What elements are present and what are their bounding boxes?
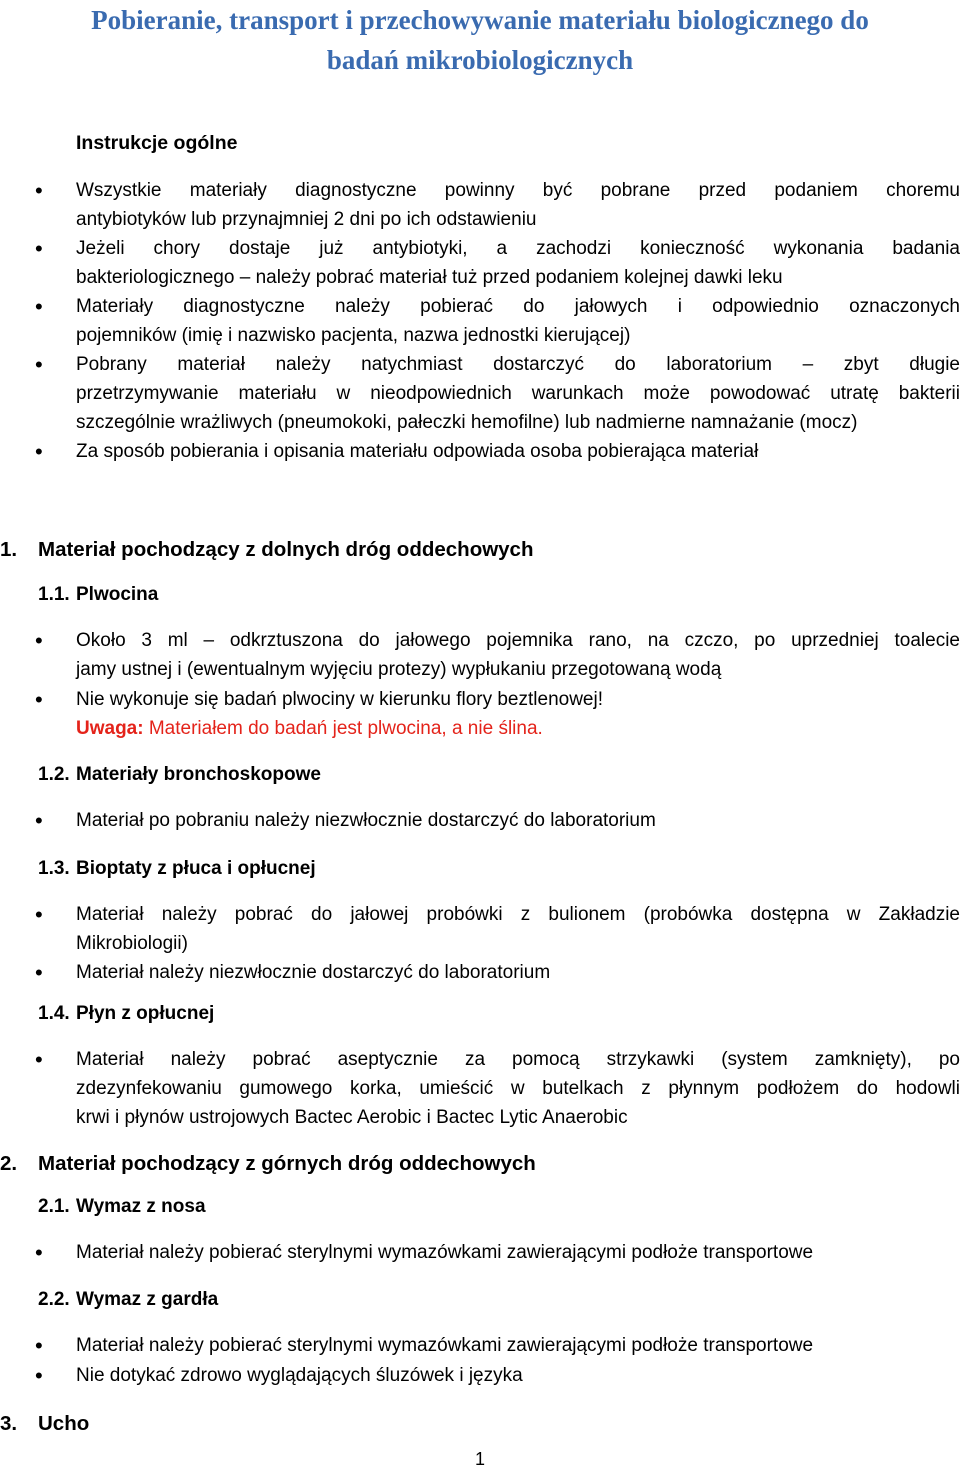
section-1-number: 1. <box>0 538 18 561</box>
section-1-3-item-2 <box>76 958 960 987</box>
section-1-2-heading <box>38 764 321 786</box>
section-1-1-item-1-line-2: jamy ustnej i (ewentualnym wyjęciu protezy) wypłukaniu przegotowaną wodą <box>76 659 722 680</box>
general-item-2 <box>76 234 960 292</box>
section-1-2-number: 1.2. <box>38 764 70 785</box>
section-1-4-item-1-line-3: krwi i płynów ustrojowych Bactec Aerobic i Bactec Lytic Anaerobic <box>76 1107 628 1128</box>
general-item-5-line-1: • Za sposób pobierania i opisania materiału odpowiada osoba pobierająca materiał <box>76 441 759 462</box>
general-item-3-line-2: pojemników (imię i nazwisko pacjenta, nazwa jednostki kierującej) <box>76 325 631 346</box>
section-1-1-number: 1.1. <box>38 584 70 605</box>
general-item-1-line-1: • Wszystkie materiały diagnostyczne powinny być pobrane przed podaniem choremu <box>76 180 960 201</box>
general-item-4-line-1: • Pobrany materiał należy natychmiast dostarczyć do laboratorium – zbyt długie <box>76 354 960 375</box>
document-title-line-1: Pobieranie, transport i przechowywanie materiału biologicznego do <box>91 5 869 35</box>
section-1-2-label: Materiały bronchoskopowe <box>76 764 321 785</box>
section-1-4-label: Płyn z opłucnej <box>76 1003 215 1024</box>
general-item-2-line-1: • Jeżeli chory dostaje już antybiotyki, a zachodzi konieczność wykonania badania <box>76 238 960 259</box>
section-1-4-heading <box>38 1003 214 1025</box>
section-1-4-item-1-line-1: • Materiał należy pobrać aseptycznie za pomocą strzykawki (system zamknięty), po <box>76 1049 960 1070</box>
section-2-2-number: 2.2. <box>38 1289 70 1310</box>
section-1-3-item-1-line-1: • Materiał należy pobrać do jałowej probówki z bulionem (probówka dostępna w Zakładzie <box>76 904 960 925</box>
section-2-2-item-2 <box>76 1361 960 1390</box>
document-title <box>0 0 960 80</box>
section-3-number: 3. <box>0 1412 18 1435</box>
section-2-2-label: Wymaz z gardła <box>76 1289 219 1310</box>
general-item-4-line-3: szczególnie wrażliwych (pneumokoki, pałeczki hemofilne) lub nadmierne namnażanie (mocz) <box>76 412 858 433</box>
general-instructions-heading: Instrukcje ogólne <box>76 132 238 154</box>
section-1-3-label: Bioptaty z płuca i opłucnej <box>76 858 316 879</box>
section-3-label: Ucho <box>38 1412 90 1435</box>
section-1-4-item-1-line-2: zdezynfekowaniu gumowego korka, umieścić w butelkach z płynnym podłożem do hodowli <box>76 1078 960 1099</box>
section-1-3-item-1-line-2: Mikrobiologii) <box>76 933 188 954</box>
general-item-3-line-1: • Materiały diagnostyczne należy pobierać do jałowych i odpowiednio oznaczonych <box>76 296 960 317</box>
section-2-1-item-1 <box>76 1238 960 1267</box>
page-number: 1 <box>474 1449 485 1469</box>
section-1-2-item-1 <box>76 806 960 835</box>
warning-text: Materiałem do badań jest plwocina, a nie ślina. <box>143 718 543 739</box>
warning-label: Uwaga: <box>76 718 144 739</box>
general-item-4-line-2: przetrzymywanie materiału w nieodpowiednich warunkach może powodować utratę bakterii <box>76 383 960 404</box>
section-1-1-item-1 <box>76 626 960 684</box>
section-1-label: Materiał pochodzący z dolnych dróg oddechowych <box>38 538 534 561</box>
section-1-3-heading <box>38 858 316 880</box>
section-2-2-item-1-line-1: • Materiał należy pobierać sterylnymi wymazówkami zawierającymi podłoże transportowe <box>76 1335 814 1356</box>
section-3-heading <box>0 1412 89 1436</box>
section-1-1-item-2-line-1: • Nie wykonuje się badań plwociny w kierunku flory beztlenowej! <box>76 689 603 710</box>
section-2-2-heading <box>38 1289 218 1311</box>
warning-note <box>76 714 960 743</box>
section-1-4-number: 1.4. <box>38 1003 70 1024</box>
general-item-5 <box>76 437 960 466</box>
section-1-3-item-1 <box>76 900 960 958</box>
section-2-1-item-1-line-1: • Materiał należy pobierać sterylnymi wymazówkami zawierającymi podłoże transportowe <box>76 1242 814 1263</box>
section-1-3-number: 1.3. <box>38 858 70 879</box>
section-2-1-number: 2.1. <box>38 1196 70 1217</box>
section-2-number: 2. <box>0 1152 18 1175</box>
section-1-1-item-2 <box>76 685 960 743</box>
general-item-1-line-2: antybiotyków lub przynajmniej 2 dni po ich odstawieniu <box>76 209 537 230</box>
section-2-1-heading <box>38 1196 206 1218</box>
section-2-2-item-1 <box>76 1331 960 1360</box>
general-item-4 <box>76 350 960 437</box>
section-1-1-item-1-line-1: • Około 3 ml – odkrztuszona do jałowego pojemnika rano, na czczo, po uprzedniej toalecie <box>76 630 960 651</box>
section-1-2-item-1-line-1: • Materiał po pobraniu należy niezwłocznie dostarczyć do laboratorium <box>76 810 656 831</box>
section-2-label: Materiał pochodzący z górnych dróg oddechowych <box>38 1152 536 1175</box>
section-1-1-label: Plwocina <box>76 584 159 605</box>
section-1-3-item-2-line-1: • Materiał należy niezwłocznie dostarczyć do laboratorium <box>76 962 551 983</box>
section-2-heading <box>0 1152 536 1176</box>
section-1-4-item-1 <box>76 1045 960 1132</box>
section-2-2-item-2-line-1: • Nie dotykać zdrowo wyglądających śluzówek i języka <box>76 1365 523 1386</box>
general-item-2-line-2: bakteriologicznego – należy pobrać materiał tuż przed podaniem kolejnej dawki leku <box>76 267 783 288</box>
section-2-1-label: Wymaz z nosa <box>76 1196 206 1217</box>
general-item-1 <box>76 176 960 234</box>
general-item-3 <box>76 292 960 350</box>
section-1-1-heading <box>38 584 158 606</box>
document-title-line-2: badań mikrobiologicznych <box>326 45 634 75</box>
section-1-heading <box>0 538 533 562</box>
